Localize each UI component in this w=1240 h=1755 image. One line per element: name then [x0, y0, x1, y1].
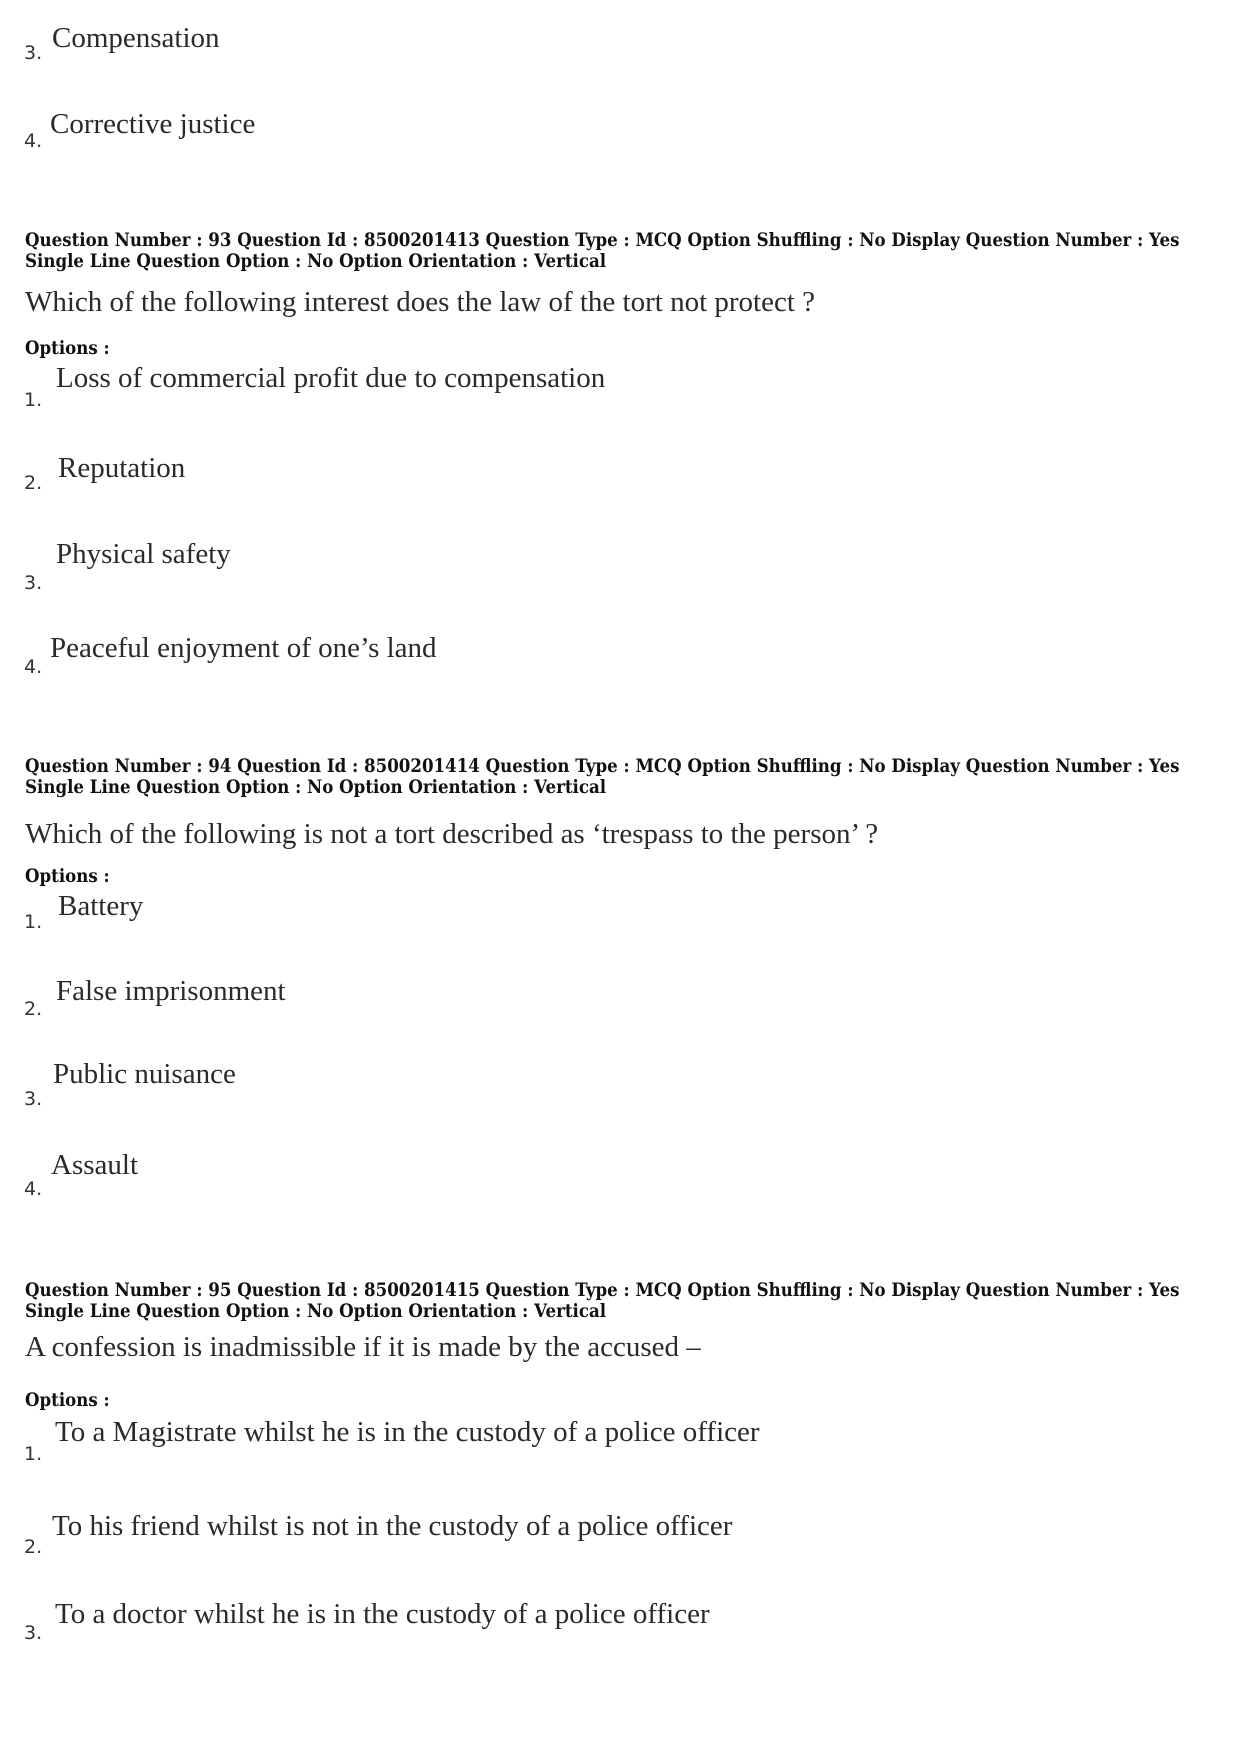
question-meta: Question Number : 94 Question Id : 8500201414 Question Type : MCQ Option Shuffling : No Display Question Number : Yes — [25, 756, 1180, 777]
option-text: To his friend whilst is not in the custody of a police officer — [52, 1510, 733, 1542]
question-meta: Single Line Question Option : No Option Orientation : Vertical — [25, 251, 607, 272]
option-number: 4. — [24, 1178, 43, 1200]
option-text: Assault — [51, 1149, 138, 1181]
option-text: Physical safety — [56, 538, 231, 570]
options-label: Options : — [25, 1390, 110, 1411]
option-number: 3. — [24, 572, 43, 594]
option-text: Battery — [58, 890, 144, 922]
option-text: To a doctor whilst he is in the custody of a police officer — [55, 1598, 710, 1630]
options-label: Options : — [25, 338, 110, 359]
option-text: Loss of commercial profit due to compensation — [56, 362, 606, 394]
option-number: 3. — [24, 42, 43, 64]
option-text: Peaceful enjoyment of one’s land — [50, 632, 437, 664]
option-text: Compensation — [52, 22, 220, 54]
question-text: Which of the following is not a tort described as ‘trespass to the person’ ? — [25, 818, 879, 850]
option-number: 2. — [24, 998, 43, 1020]
question-meta: Single Line Question Option : No Option Orientation : Vertical — [25, 777, 607, 798]
option-number: 2. — [24, 1536, 43, 1558]
question-text: Which of the following interest does the law of the tort not protect ? — [25, 286, 816, 318]
option-number: 1. — [24, 389, 43, 411]
question-meta: Question Number : 93 Question Id : 8500201413 Question Type : MCQ Option Shuffling : No Display Question Number : Yes — [25, 230, 1180, 251]
option-text: False imprisonment — [56, 975, 286, 1007]
option-number: 1. — [24, 911, 43, 933]
options-label: Options : — [25, 866, 110, 887]
question-meta: Question Number : 95 Question Id : 8500201415 Question Type : MCQ Option Shuffling : No Display Question Number : Yes — [25, 1280, 1180, 1301]
option-text: Public nuisance — [53, 1058, 236, 1090]
option-number: 3. — [24, 1088, 43, 1110]
option-number: 4. — [24, 130, 43, 152]
option-number: 3. — [24, 1622, 43, 1644]
option-text: To a Magistrate whilst he is in the custody of a police officer — [55, 1416, 760, 1448]
question-meta: Single Line Question Option : No Option Orientation : Vertical — [25, 1301, 607, 1322]
option-number: 1. — [24, 1443, 43, 1465]
option-number: 4. — [24, 656, 43, 678]
option-text: Reputation — [58, 452, 186, 484]
option-text: Corrective justice — [50, 108, 256, 140]
question-text: A confession is inadmissible if it is made by the accused – — [25, 1331, 701, 1363]
option-number: 2. — [24, 472, 43, 494]
